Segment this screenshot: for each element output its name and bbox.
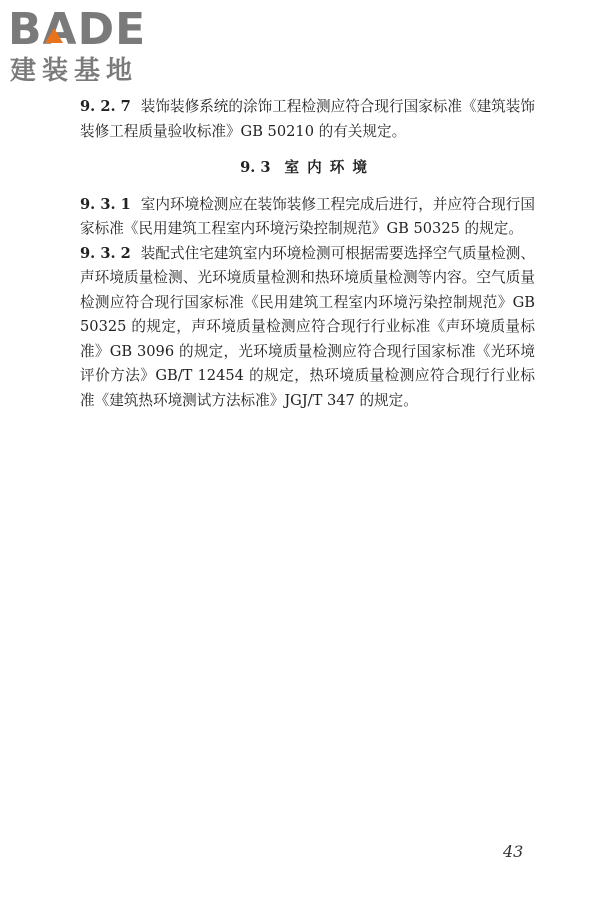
- logo-accent-triangle-icon: [45, 28, 63, 43]
- clause-9-3-2: [80, 242, 535, 414]
- clause-9-3-1: [80, 193, 535, 242]
- document-body: [80, 95, 535, 413]
- section-number: 9. 3: [240, 159, 271, 176]
- clause-number: 9. 3. 2: [80, 244, 131, 262]
- clause-9-2-7: [80, 95, 535, 144]
- bade-logo: [8, 6, 183, 88]
- clause-text: 室内环境检测应在装饰装修工程完成后进行，并应符合现行国家标准《民用建筑工程室内环境污染控制规范》GB 50325 的规定。: [80, 195, 535, 237]
- clause-text: 装饰装修系统的涂饰工程检测应符合现行国家标准《建筑装饰装修工程质量验收标准》GB 50210 的有关规定。: [80, 98, 535, 140]
- section-title: 室内环境: [284, 159, 375, 176]
- clause-text: 装配式住宅建筑室内环境检测可根据需要选择空气质量检测、声环境质量检测、光环境质量检测和热环境质量检测等内容。空气质量检测应符合现行国家标准《民用建筑工程室内环境污染控制规范》GB 50325 的规定，声环境质量检测应符合现行行业标准《声环境质量标准》GB 3096 的规定，光环境质量检测应符合现行国家标准《光环境评价方法》GB/T 12454 的规定，热环境质量检测应符合现行行业标准《建筑热环境测试方法标准》JGJ/T 347 的规定。: [80, 244, 535, 409]
- section-heading: [80, 156, 535, 181]
- clause-number: 9. 3. 1: [80, 195, 131, 213]
- logo-wordmark: BADE: [8, 4, 147, 55]
- clause-number: 9. 2. 7: [80, 98, 131, 115]
- logo-subtitle: 建装基地: [10, 56, 139, 86]
- page-number: 43: [503, 842, 524, 861]
